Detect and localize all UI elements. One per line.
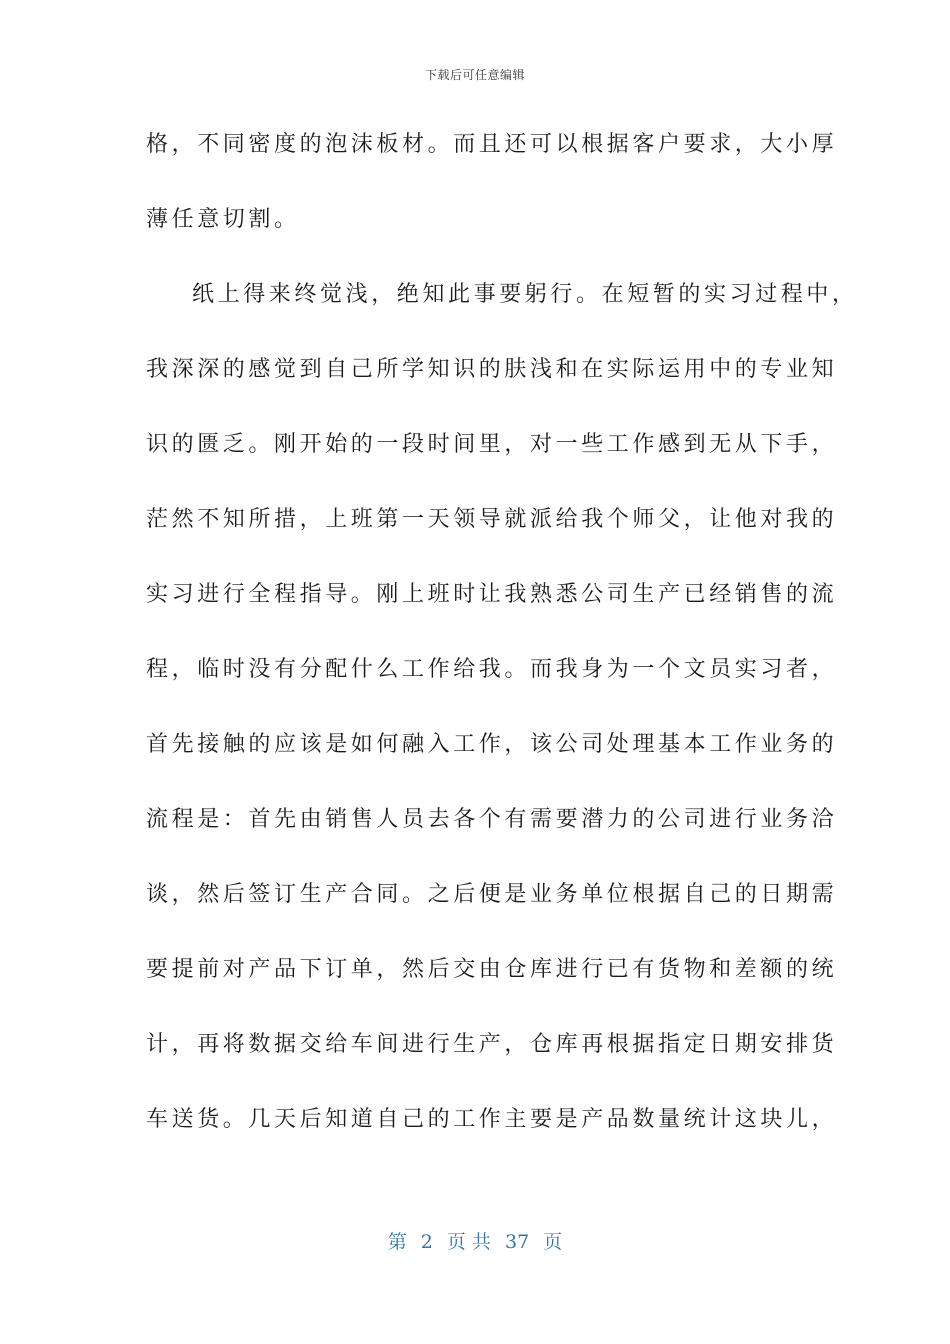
page-footer	[0, 1227, 950, 1254]
body-line: 茫然不知所措，上班第一天领导就派给我个师父，让他对我的	[146, 507, 838, 532]
body-line: 流程是：首先由销售人员去各个有需要潜力的公司进行业务洽	[146, 807, 838, 832]
body-line: 识的匮乏。刚开始的一段时间里，对一些工作感到无从下手，	[146, 432, 838, 457]
body-line: 薄任意切割。	[146, 207, 300, 232]
body-line: 我深深的感觉到自己所学知识的肤浅和在实际运用中的专业知	[146, 357, 838, 382]
footer-suffix: 页	[543, 1231, 563, 1253]
body-line: 实习进行全程指导。刚上班时让我熟悉公司生产已经销售的流	[146, 582, 838, 607]
body-line: 车送货。几天后知道自己的工作主要是产品数量统计这块儿，	[146, 1107, 838, 1132]
total-pages-number: 37	[505, 1231, 530, 1253]
header-note: 下载后可任意编辑	[424, 68, 525, 82]
body-line: 首先接触的应该是如何融入工作，该公司处理基本工作业务的	[146, 732, 838, 757]
body-line: 谈，然后签订生产合同。之后便是业务单位根据自己的日期需	[146, 882, 838, 907]
body-line: 格，不同密度的泡沫板材。而且还可以根据客户要求，大小厚	[146, 132, 838, 157]
body-line: 程，临时没有分配什么工作给我。而我身为一个文员实习者，	[146, 657, 838, 682]
footer-prefix: 第	[387, 1231, 407, 1253]
body-line: 计，再将数据交给车间进行生产，仓库再根据指定日期安排货	[146, 1032, 838, 1057]
current-page-number: 2	[420, 1231, 433, 1253]
body-line: 要提前对产品下订单，然后交由仓库进行已有货物和差额的统	[146, 957, 838, 982]
footer-middle: 页 共	[446, 1231, 491, 1253]
body-line: 纸上得来终觉浅，绝知此事要躬行。在短暂的实习过程中，	[192, 282, 858, 307]
